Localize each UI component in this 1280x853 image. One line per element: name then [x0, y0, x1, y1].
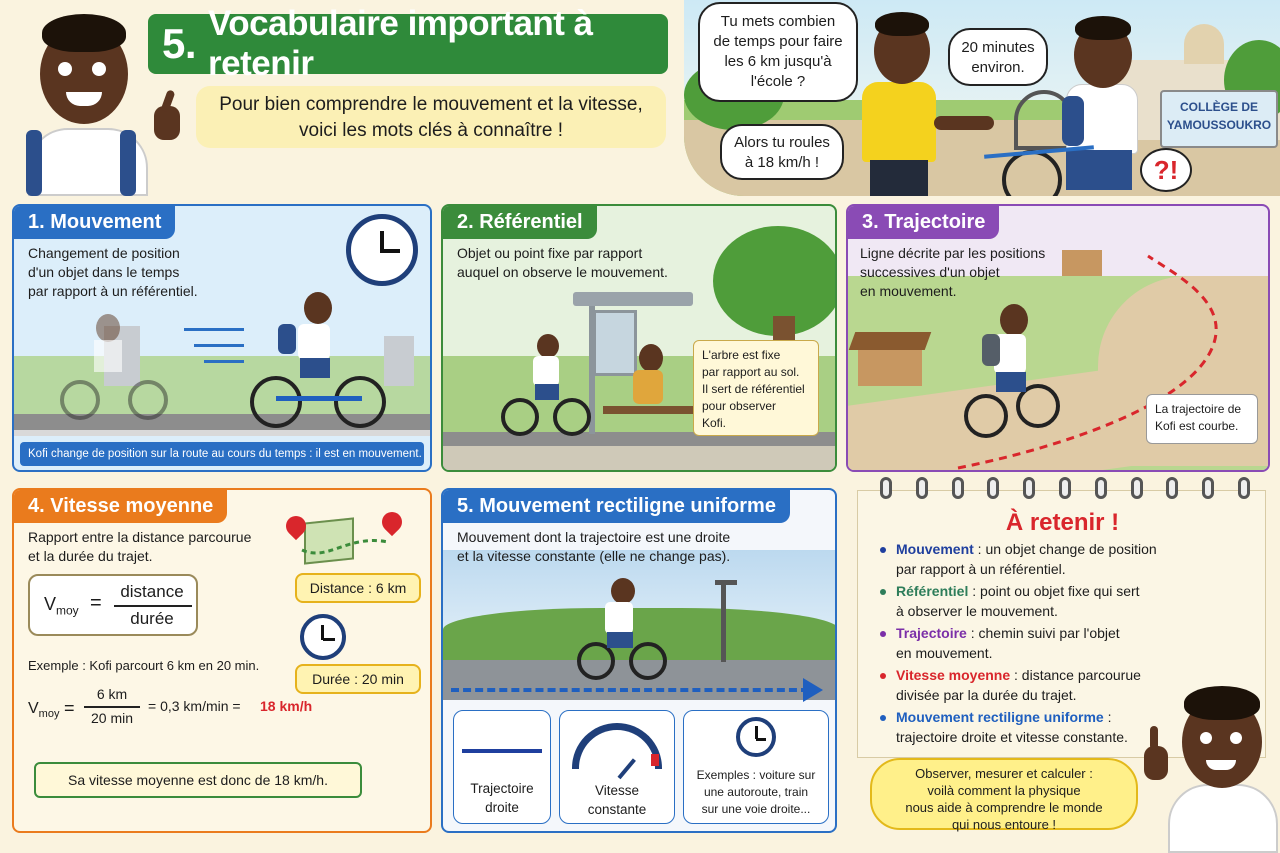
formula-equals: = — [90, 592, 102, 614]
panel-mouvement-title: 1. Mouvement — [14, 206, 175, 239]
reply-line-2: à 18 km/h ! — [744, 154, 820, 171]
reply-speech-bubble — [720, 124, 844, 180]
trajectoire-desc-line-2: successives d'un objet — [860, 264, 1000, 280]
mouvement-desc-line-1: Changement de position — [28, 245, 180, 261]
retenir-term: Trajectoire — [896, 625, 967, 641]
trajectoire-note-line-1: La trajectoire de — [1155, 402, 1242, 416]
panel-mouvement — [12, 204, 432, 472]
formula-v: V — [44, 594, 57, 614]
panel-rectiligne-title: 5. Mouvement rectiligne uniforme — [443, 490, 790, 523]
answer-speech-bubble — [948, 28, 1048, 86]
formula-box — [28, 574, 198, 636]
clock-icon-small — [736, 717, 776, 757]
retenir-title: À retenir ! — [1005, 509, 1120, 536]
intro-line-2: voici les mots clés à connaître ! — [299, 120, 563, 141]
surprise-text: ?! — [1153, 155, 1179, 185]
rectiligne-desc-line-1: Mouvement dont la trajectoire est une droite — [457, 529, 731, 545]
referentiel-note — [693, 340, 819, 436]
trajectoire-desc-line-1: Ligne décrite par les positions — [860, 245, 1046, 261]
panel-vitesse-description — [28, 528, 251, 566]
final-line-4: qui nous entoure ! — [951, 817, 1057, 832]
question-speech-bubble — [698, 2, 858, 102]
retenir-text: : chemin suivi par l'objet — [966, 625, 1120, 641]
retenir-text: par rapport à un référentiel. — [896, 561, 1066, 577]
card1-line-2: droite — [485, 800, 519, 815]
trajectoire-note-line-2: Kofi est courbe. — [1155, 419, 1239, 433]
retenir-item — [880, 623, 1260, 663]
retenir-term: Référentiel — [896, 583, 969, 599]
page-title-banner — [148, 4, 668, 83]
answer-line-2: environ. — [971, 59, 1025, 76]
conclusion-box: Sa vitesse moyenne est donc de 18 km/h. — [34, 762, 362, 798]
retenir-text: divisée par la durée du trajet. — [896, 687, 1077, 703]
panel-referentiel — [441, 204, 837, 472]
section-number: 5. — [162, 20, 197, 67]
panel-mouvement-description — [28, 244, 198, 301]
panel-trajectoire-title: 3. Trajectoire — [848, 206, 999, 239]
referentiel-note-line-3: Il sert de référentiel — [702, 382, 805, 396]
example-text: Exemple : Kofi parcourt 6 km en 20 min. — [28, 658, 260, 673]
formula-denominator: durée — [130, 609, 174, 628]
retenir-item — [880, 581, 1260, 621]
panel-vitesse-moyenne — [12, 488, 432, 833]
panel-trajectoire-description — [860, 244, 1045, 301]
card2-line-2: constante — [587, 802, 647, 817]
trajectoire-desc-line-3: en mouvement. — [860, 283, 957, 299]
rectiligne-desc-line-2: et la vitesse constante (elle ne change pas). — [457, 548, 731, 564]
panel-rectiligne-description — [457, 528, 730, 566]
card1-line-1: Trajectoire — [470, 781, 534, 796]
formula-numerator: distance — [120, 582, 184, 601]
retenir-text: : — [1103, 709, 1112, 725]
card-trajectoire-droite — [453, 710, 551, 824]
panel-trajectoire — [846, 204, 1270, 472]
question-line-4: l'école ? — [750, 73, 806, 90]
referentiel-desc-line-1: Objet ou point fixe par rapport — [457, 245, 643, 261]
card3-line-3: sur une voie droite... — [701, 802, 811, 816]
intro-line-1: Pour bien comprendre le mouvement et la vitesse, — [219, 94, 643, 115]
answer-line-1: 20 minutes — [961, 39, 1035, 56]
notebook-rings — [880, 477, 1250, 503]
retenir-text: : distance parcourue — [1010, 667, 1141, 683]
school-sign-line-1: COLLÈGE DE — [1179, 100, 1258, 114]
panel-referentiel-title: 2. Référentiel — [443, 206, 597, 239]
mouvement-desc-line-3: par rapport à un référentiel. — [28, 283, 198, 299]
intro-speech-bubble — [196, 86, 666, 148]
calc-subscript: moy — [38, 708, 60, 721]
final-line-3: nous aide à comprendre le monde — [905, 800, 1103, 815]
referentiel-note-line-5: Kofi. — [702, 416, 727, 430]
vitesse-desc-line-2: et la durée du trajet. — [28, 548, 153, 564]
page-title: Vocabulaire important à retenir — [208, 4, 593, 83]
retenir-text: à observer le mouvement. — [896, 603, 1058, 619]
question-line-1: Tu mets combien — [720, 13, 836, 30]
calc-middle: = 0,3 km/min = — [148, 698, 241, 714]
retenir-term: Mouvement rectiligne uniforme — [896, 709, 1104, 725]
retenir-text: : point ou objet fixe qui sert — [968, 583, 1140, 599]
reply-line-1: Alors tu roules — [734, 134, 830, 151]
card2-line-1: Vitesse — [594, 783, 640, 798]
school-sign-line-2: YAMOUSSOUKRO — [1166, 118, 1272, 132]
calc-denominator: 20 min — [90, 710, 134, 726]
panel-referentiel-description — [457, 244, 668, 282]
card-vitesse-constante — [559, 710, 675, 824]
duration-tag: Durée : 20 min — [295, 664, 421, 694]
formula-subscript: moy — [56, 603, 79, 618]
vitesse-desc-line-1: Rapport entre la distance parcourue — [28, 529, 252, 545]
calc-numerator: 6 km — [96, 686, 128, 702]
panel-vitesse-title: 4. Vitesse moyenne — [14, 490, 227, 523]
retenir-text: : un objet change de position — [973, 541, 1157, 557]
calc-v: V — [28, 700, 39, 717]
calc-result: 18 km/h — [260, 698, 313, 714]
panel-mouvement-caption: Kofi change de position sur la route au cours du temps : il est en mouvement. — [20, 442, 424, 466]
retenir-term: Mouvement — [896, 541, 974, 557]
straight-line-icon — [462, 749, 542, 753]
speedometer-icon — [572, 723, 662, 769]
card3-line-1: Exemples : voiture sur — [696, 768, 816, 782]
retenir-text: en mouvement. — [896, 645, 993, 661]
mouvement-desc-line-2: d'un objet dans le temps — [28, 264, 180, 280]
straight-arrow — [451, 688, 809, 692]
question-line-3: les 6 km jusqu'à — [724, 53, 832, 70]
card3-line-2: une autoroute, train — [703, 785, 809, 799]
final-line-1: Observer, mesurer et calculer : — [915, 766, 1093, 781]
boy-thinking-illustration — [1140, 676, 1280, 853]
trajectoire-note — [1146, 394, 1258, 444]
retenir-item — [880, 539, 1260, 579]
panel-mouvement-rectiligne — [441, 488, 837, 833]
card-exemples — [683, 710, 829, 824]
calc-equals: = — [64, 698, 75, 718]
distance-tag: Distance : 6 km — [295, 573, 421, 603]
bike-illustration — [250, 376, 302, 428]
referentiel-note-line-4: pour observer — [702, 399, 777, 413]
final-line-2: voilà comment la physique — [927, 783, 1081, 798]
referentiel-desc-line-2: auquel on observe le mouvement. — [457, 264, 668, 280]
calculation-line — [28, 686, 348, 732]
referentiel-note-line-2: par rapport au sol. — [702, 365, 800, 379]
surprise-bubble — [1140, 148, 1192, 192]
retenir-term: Vitesse moyenne — [896, 667, 1011, 683]
referentiel-note-line-1: L'arbre est fixe — [702, 348, 781, 362]
question-line-2: de temps pour faire — [713, 33, 843, 50]
retenir-text: trajectoire droite et vitesse constante. — [896, 729, 1128, 745]
final-speech-bubble — [870, 758, 1138, 830]
clock-icon — [346, 214, 418, 286]
stopwatch-icon — [300, 614, 346, 660]
